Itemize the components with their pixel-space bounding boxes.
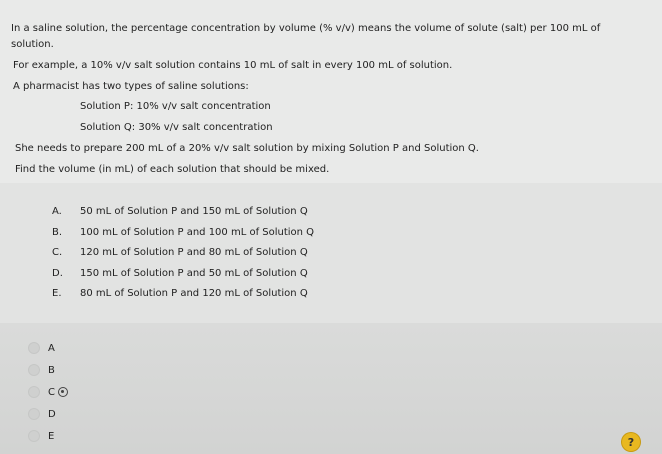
radio-button[interactable] (28, 408, 40, 420)
option-letter: A. (52, 206, 62, 217)
answer-label: B (48, 364, 55, 376)
answer-choices (0, 323, 662, 454)
answer-label: E (48, 430, 55, 442)
answer-choice-a[interactable] (28, 340, 55, 356)
answer-label: A (48, 342, 55, 354)
option-text: 120 mL of Solution P and 80 mL of Solution Q (80, 247, 308, 258)
options-list (0, 183, 662, 323)
solution-p-text: Solution P: 10% v/v salt concentration (80, 101, 271, 112)
radio-button[interactable] (28, 342, 40, 354)
option-letter: C. (52, 247, 63, 258)
answer-label: C (48, 386, 55, 398)
prompt-text: Find the volume (in mL) of each solution that should be mixed. (15, 164, 330, 175)
question-text-line2: solution. (11, 39, 54, 50)
question-panel (0, 0, 662, 184)
question-text-line1: In a saline solution, the percentage concentration by volume (% v/v) means the volume of solute (salt) per 100 mL of (11, 23, 601, 34)
answer-choice-b[interactable] (28, 362, 55, 378)
radio-button[interactable] (28, 386, 40, 398)
radio-button[interactable] (28, 364, 40, 376)
option-letter: B. (52, 227, 63, 238)
solution-q-text: Solution Q: 30% v/v salt concentration (80, 122, 273, 133)
radio-cursor-icon (58, 387, 68, 397)
answer-choice-c[interactable] (28, 384, 68, 400)
intro-text: A pharmacist has two types of saline solutions: (13, 81, 249, 92)
option-text: 50 mL of Solution P and 150 mL of Solution Q (80, 206, 308, 217)
option-letter: E. (52, 288, 62, 299)
answer-label: D (48, 408, 56, 420)
answer-choice-d[interactable] (28, 406, 56, 422)
option-text: 80 mL of Solution P and 120 mL of Solution Q (80, 288, 308, 299)
help-button[interactable]: ? (622, 433, 640, 451)
answer-choice-e[interactable] (28, 428, 54, 444)
example-text: For example, a 10% v/v salt solution contains 10 mL of salt in every 100 mL of solution. (13, 60, 453, 71)
option-text: 150 mL of Solution P and 50 mL of Solution Q (80, 268, 308, 279)
option-text: 100 mL of Solution P and 100 mL of Solution Q (80, 227, 315, 238)
radio-button[interactable] (28, 430, 40, 442)
task-text: She needs to prepare 200 mL of a 20% v/v salt solution by mixing Solution P and Solution Q. (15, 143, 479, 154)
option-letter: D. (52, 268, 63, 279)
